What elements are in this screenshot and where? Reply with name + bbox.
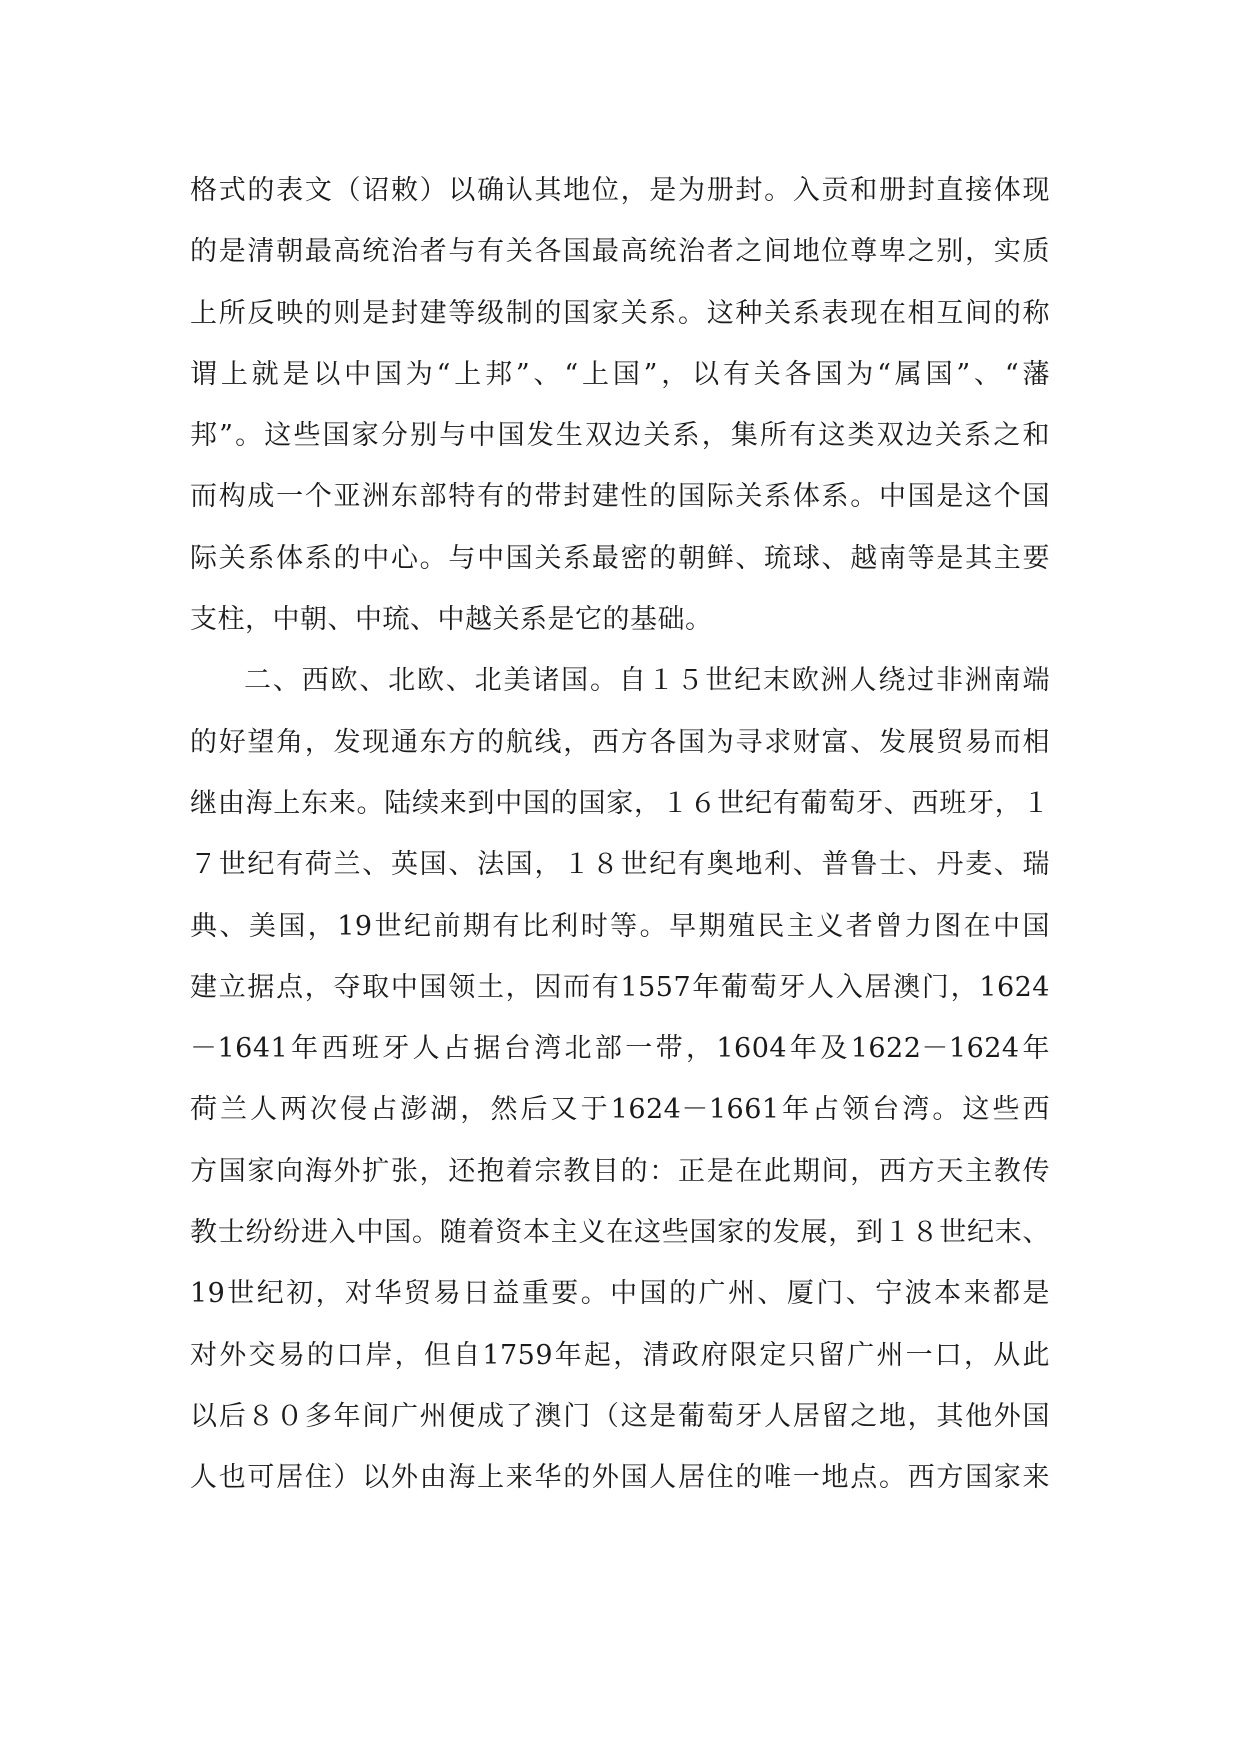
text-line-3: 上所反映的则是封建等级制的国家关系。这种关系表现在相互间的称 (190, 297, 1050, 329)
text-line-15: －1641年西班牙人占据台湾北部一带，1604年及1622－1624年 (190, 1033, 1050, 1065)
body-text (190, 160, 1050, 1509)
text-line-22: 人也可居住）以外由海上来华的外国人居住的唯一地点。西方国家来 (190, 1462, 1050, 1494)
text-line-20: 对外交易的口岸，但自1759年起，清政府限定只留广州一口，从此 (190, 1339, 1050, 1371)
text-line-16: 荷兰人两次侵占澎湖，然后又于1624－1661年占领台湾。这些西 (190, 1094, 1050, 1126)
text-line-19: 19世纪初，对华贸易日益重要。中国的广州、厦门、宁波本来都是 (190, 1278, 1050, 1310)
text-line-4: 谓上就是以中国为“上邦”、“上国”，以有关各国为“属国”、“藩 (190, 358, 1050, 390)
text-line-5: 邦”。这些国家分别与中国发生双边关系，集所有这类双边关系之和 (190, 420, 1050, 452)
text-line-7: 际关系体系的中心。与中国关系最密的朝鲜、琉球、越南等是其主要 (190, 542, 1050, 574)
text-line-18: 教士纷纷进入中国。随着资本主义在这些国家的发展，到１８世纪末、 (190, 1217, 1050, 1249)
text-line-9: 二、西欧、北欧、北美诸国。自１５世纪末欧洲人绕过非洲南端 (244, 665, 1050, 697)
text-line-1: 格式的表文（诏敕）以确认其地位，是为册封。入贡和册封直接体现 (190, 175, 1050, 206)
text-line-11: 继由海上东来。陆续来到中国的国家，１６世纪有葡萄牙、西班牙，１ (190, 787, 1050, 819)
text-line-21: 以后８０多年间广州便成了澳门（这是葡萄牙人居留之地，其他外国 (190, 1400, 1050, 1432)
text-line-17: 方国家向海外扩张，还抱着宗教目的：正是在此期间，西方天主教传 (190, 1155, 1050, 1187)
text-line-6: 而构成一个亚洲东部特有的带封建性的国际关系体系。中国是这个国 (190, 481, 1050, 513)
text-line-10: 的好望角，发现通东方的航线，西方各国为寻求财富、发展贸易而相 (190, 726, 1050, 758)
text-line-8: 支柱，中朝、中琉、中越关系是它的基础。 (190, 604, 713, 636)
text-line-2: 的是清朝最高统治者与有关各国最高统治者之间地位尊卑之别，实质 (190, 236, 1050, 268)
text-line-14: 建立据点，夺取中国领土，因而有1557年葡萄牙人入居澳门，1624 (190, 971, 1050, 1003)
text-line-13: 典、美国，19世纪前期有比利时等。早期殖民主义者曾力图在中国 (190, 910, 1050, 942)
text-line-12: ７世纪有荷兰、英国、法国，１８世纪有奥地利、普鲁士、丹麦、瑞 (190, 849, 1050, 881)
